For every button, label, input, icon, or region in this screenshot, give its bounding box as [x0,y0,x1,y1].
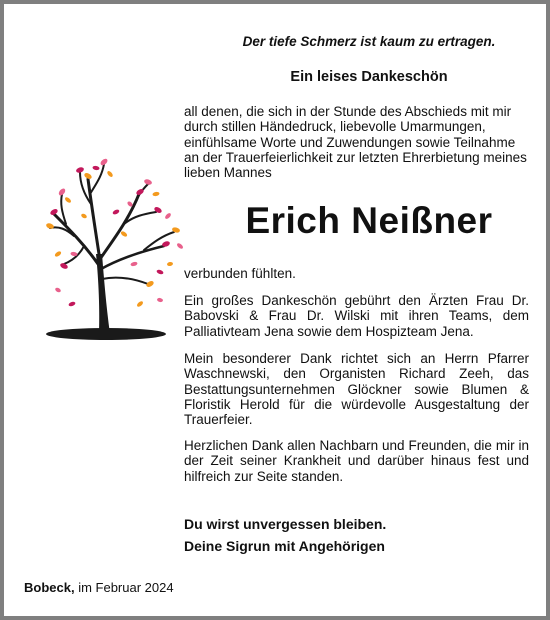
obituary-card [4,4,546,616]
heading: Ein leises Dankeschön [290,69,448,85]
intro-text: all denen, die sich in der Stunde des Abschieds mit mir durch stillen Händedruck, liebevolle Umarmungen, einfühlsame Worte und Zuwendungen sowie Teilnahme an der Trauerfeierlichkeit zur letzten Ehrerbietung meines lieben Mannes [184,104,527,181]
place-date [24,580,174,595]
signature: Deine Sigrun mit Angehörigen [184,538,385,554]
thanks-doctors-text: Ein großes Dankeschön gebührt den Ärzten Frau Dr. Babovski & Frau Dr. Wilski mit ihren Teams, dem Palliativteam Jena sowie dem Hospizteam Jena. [184,293,529,339]
connected-text: verbunden fühlten. [184,266,296,281]
thanks-neighbors-text: Herzlichen Dank allen Nachbarn und Freunden, die mir in der Zeit seiner Krankheit und darüber hinaus fest und hilfreich zur Seite standen. [184,438,529,484]
closing-line: Du wirst unvergessen bleiben. [184,516,387,532]
date: im Februar 2024 [78,580,174,595]
tree-with-falling-leaves-icon [44,154,189,344]
motto: Der tiefe Schmerz ist kaum zu ertragen. [242,34,496,49]
place: Bobeck, [24,580,75,595]
deceased-name: Erich Neißner [245,200,493,241]
thanks-service-text: Mein besonderer Dank richtet sich an Herrn Pfarrer Waschnewski, den Organisten Richard Zeeh, das Bestattungsunternehmen Glöckner sowie Blumen & Floristik Herold für die würdevolle Ausgestaltung der Trauerfeier. [184,351,529,428]
